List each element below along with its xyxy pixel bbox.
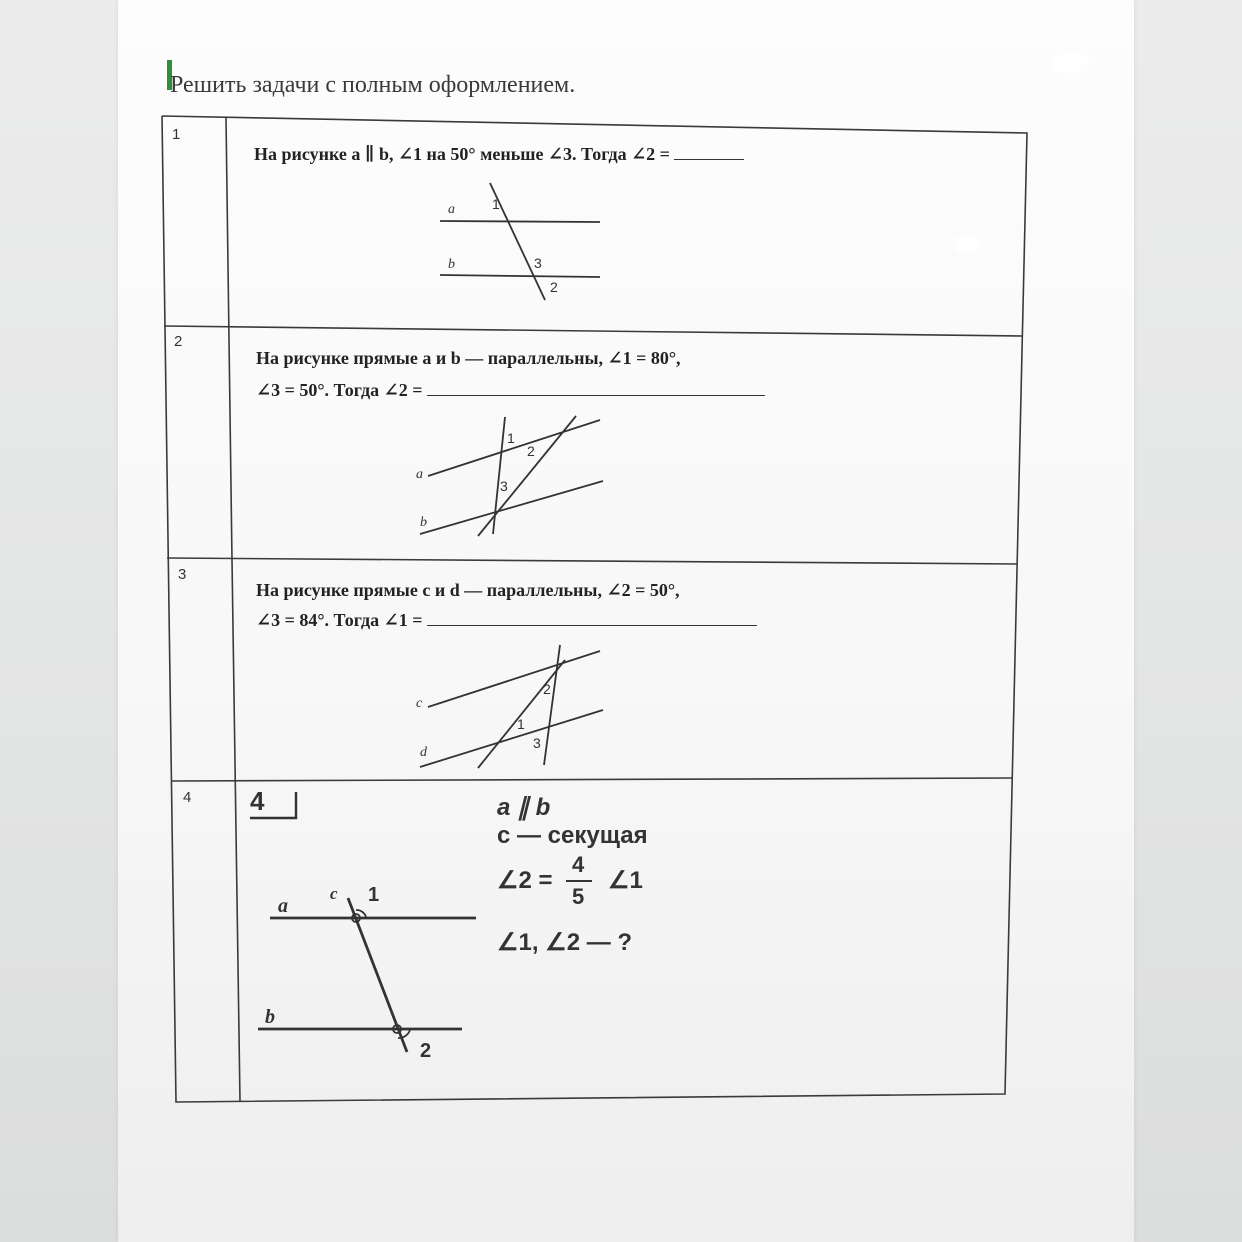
task4-figure [258,898,476,1052]
line-label-c: c [330,884,338,903]
row-number: 2 [174,333,183,350]
line-label-d: d [420,745,427,760]
task1-figure [440,183,600,300]
line-label-a: a [448,202,455,217]
task4-given-parallel: a ∥ b [497,794,551,821]
task4-equation-right: ∠1 [608,867,643,894]
task3-figure [420,645,603,768]
answer-blank[interactable] [427,609,757,626]
answer-blank[interactable] [427,379,765,396]
task4-equation-left: ∠2 = [497,867,553,894]
task4-fraction-denominator: 5 [572,884,585,909]
angle-label-1: 1 [507,430,515,446]
task4-badge: 4 [250,786,265,816]
angle-label-1: 1 [492,196,500,212]
task2-question-line1: На рисунке прямые a и b — параллельны, ∠1 = 80°, [256,348,681,368]
angle-label-1: 1 [517,716,525,732]
row-number: 4 [183,789,192,806]
task4-question: ∠1, ∠2 — ? [497,929,633,956]
angle-label-2: 2 [543,681,551,697]
task3-question-line1: На рисунке прямые c и d — параллельны, ∠2 = 50°, [256,580,680,600]
task2-question-line2: ∠3 = 50°. Тогда ∠2 = [256,379,765,401]
task4-fraction-numerator: 4 [572,852,585,877]
angle-label-3: 3 [534,255,542,271]
angle-label-2: 2 [527,443,535,459]
line-label-a: a [278,895,288,917]
line-label-c: c [416,696,423,711]
answer-blank[interactable] [674,143,744,160]
task3-question-line2: ∠3 = 84°. Тогда ∠1 = [256,609,757,631]
angle-label-3: 3 [500,478,508,494]
line-label-a: a [416,467,423,482]
page-title: Решить задачи с полным оформлением. [170,72,576,98]
line-label-b: b [265,1006,275,1028]
task4-given-secant: c — секущая [497,822,648,849]
fraction-bar [566,880,592,882]
line-label-b: b [448,257,455,272]
row-number: 1 [172,126,181,143]
row-number: 3 [178,566,187,583]
angle-label-3: 3 [533,735,541,751]
task1-question: На рисунке a ∥ b, ∠1 на 50° меньше ∠3. Тогда ∠2 = [254,143,744,165]
angle-label-1: 1 [368,884,380,906]
angle-label-2: 2 [550,279,558,295]
line-label-b: b [420,515,427,530]
angle-label-2: 2 [420,1040,432,1062]
